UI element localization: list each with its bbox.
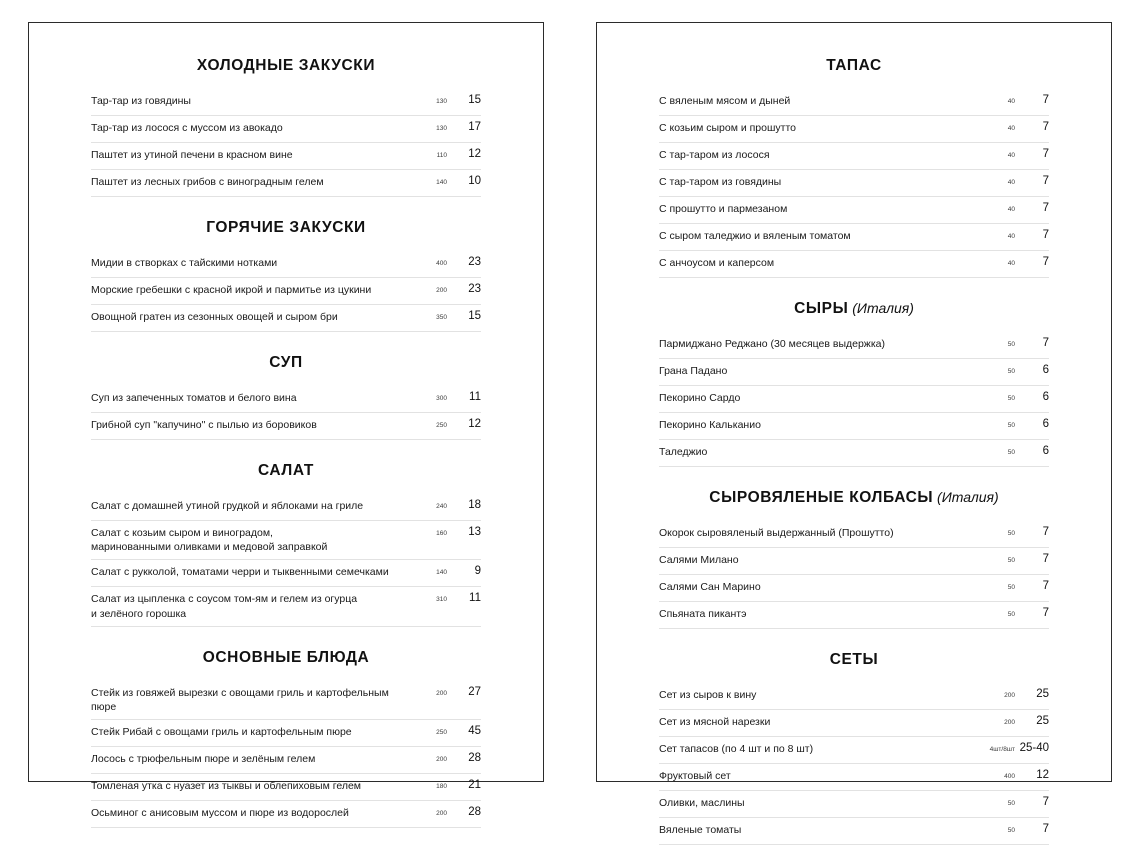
menu-item-weight: 200 — [436, 756, 447, 764]
menu-section-title-text: САЛАТ — [258, 462, 314, 479]
menu-item-weight: 140 — [436, 179, 447, 186]
menu-column-left — [91, 57, 481, 828]
menu-item-price: 6 — [1042, 364, 1049, 376]
menu-item — [659, 332, 1049, 359]
menu-section-title-text: ТАПАС — [826, 57, 882, 74]
menu-item-name: Пармиджано Реджано (30 месяцев выдержка) — [659, 338, 885, 350]
menu-item — [91, 413, 481, 440]
menu-section-title — [91, 649, 481, 667]
menu-item-price: 7 — [1042, 229, 1049, 241]
menu-item — [91, 801, 481, 828]
menu-item — [91, 386, 481, 413]
menu-item-name: С козьим сыром и прошутто — [659, 122, 796, 134]
menu-item — [659, 89, 1049, 116]
menu-section — [659, 300, 1049, 467]
menu-item-weight: 40 — [1007, 125, 1015, 132]
menu-item-price: 7 — [1042, 121, 1049, 133]
menu-item-weight: 40 — [1007, 260, 1015, 267]
menu-item-name: С вяленым мясом и дыней — [659, 95, 791, 107]
menu-section-title — [659, 651, 1049, 669]
menu-item-name: Паштет из лесных грибов с виноградным гелем — [91, 176, 324, 188]
menu-item-list — [659, 332, 1049, 467]
menu-item-price: 7 — [1042, 580, 1049, 592]
menu-item-weight: 400 — [1004, 773, 1015, 780]
menu-item-weight: 200 — [436, 287, 447, 294]
menu-item — [91, 89, 481, 116]
menu-item — [659, 386, 1049, 413]
menu-item — [91, 681, 481, 720]
menu-item-name: Спьяната пикантэ — [659, 608, 747, 620]
menu-item — [659, 116, 1049, 143]
menu-item-name: Суп из запеченных томатов и белого вина — [91, 392, 297, 404]
menu-section-title-text: ОСНОВНЫЕ БЛЮДА — [202, 648, 370, 666]
menu-item-price: 7 — [1042, 256, 1049, 268]
menu-item-name: Морские гребешки с красной икрой и пармитье из цукини — [91, 284, 372, 296]
menu-item — [91, 521, 481, 560]
menu-item — [659, 143, 1049, 170]
menu-item-price: 45 — [468, 725, 481, 738]
menu-item-weight: 50 — [1007, 449, 1015, 456]
menu-item — [659, 575, 1049, 602]
menu-item-name: Сет тапасов (по 4 шт и по 8 шт) — [659, 743, 814, 755]
menu-item-weight: 50 — [1007, 422, 1015, 429]
menu-item-price: 6 — [1042, 418, 1049, 430]
menu-item — [659, 548, 1049, 575]
menu-item-weight: 200 — [1004, 692, 1015, 699]
menu-item-price: 28 — [468, 806, 481, 819]
menu-item-name: Пекорино Кальканио — [659, 419, 761, 431]
menu-item-weight: 250 — [436, 729, 447, 737]
menu-item-list — [659, 683, 1049, 845]
menu-section — [659, 651, 1049, 845]
menu-item-name: Фруктовый сет — [659, 770, 731, 782]
menu-item-weight: 50 — [1007, 800, 1015, 807]
menu-item-weight: 160 — [436, 530, 447, 537]
menu-section — [659, 57, 1049, 278]
menu-item-weight: 40 — [1007, 206, 1015, 213]
menu-item-name: Салат с домашней утиной грудкой и яблоками на гриле — [91, 500, 364, 512]
menu-item-name: Сет из мясной нарезки — [659, 716, 771, 728]
menu-item-name: Осьминог с анисовым муссом и пюре из водорослей — [91, 807, 349, 820]
menu-item-weight: 130 — [436, 125, 447, 132]
menu-item-weight: 110 — [436, 152, 447, 159]
menu-item-name: Грана Падано — [659, 365, 728, 377]
menu-item-weight: 4шт/8шт — [989, 746, 1015, 753]
menu-item-price: 7 — [1042, 337, 1049, 349]
menu-item-weight: 50 — [1007, 557, 1015, 564]
menu-item-price: 6 — [1042, 391, 1049, 403]
menu-section — [91, 57, 481, 197]
menu-item-weight: 130 — [436, 98, 447, 105]
menu-item — [91, 560, 481, 587]
menu-item-weight: 250 — [436, 422, 447, 429]
menu-section-title — [91, 57, 481, 75]
menu-item — [659, 602, 1049, 629]
menu-item — [659, 224, 1049, 251]
menu-item — [91, 587, 481, 626]
menu-section-title — [659, 300, 1049, 318]
menu-item-weight: 50 — [1007, 395, 1015, 402]
menu-item-price: 23 — [468, 256, 481, 268]
menu-item-weight: 40 — [1007, 179, 1015, 186]
menu-item-name: Грибной суп "капучино" с пылью из боровиков — [91, 419, 317, 431]
menu-item-name: Вяленые томаты — [659, 824, 742, 836]
menu-item-weight: 240 — [436, 503, 447, 510]
menu-item-name: Салат из цыпленка с соусом том-ям и гелем из огурца и зелёного горошка — [91, 593, 358, 620]
menu-item-price: 7 — [1042, 148, 1049, 160]
menu-item-price: 7 — [1042, 553, 1049, 565]
menu-item-price: 10 — [468, 175, 481, 187]
menu-section — [659, 489, 1049, 629]
menu-item-weight: 200 — [436, 689, 447, 697]
menu-item-weight: 300 — [436, 395, 447, 402]
menu-item-name: Лосось с трюфельным пюре и зелёным гелем — [91, 753, 316, 766]
menu-item-price: 28 — [468, 752, 481, 765]
menu-item-weight: 40 — [1007, 98, 1015, 105]
menu-item-price: 17 — [468, 121, 481, 133]
menu-item-name: Овощной гратен из сезонных овощей и сыром бри — [91, 311, 338, 323]
menu-item-list — [91, 494, 481, 627]
menu-item-price: 27 — [468, 685, 481, 698]
menu-item-list — [91, 89, 481, 197]
menu-item-name: Салат с козьим сыром и виноградом, маринованными оливками и медовой заправкой — [91, 527, 328, 554]
menu-item-name: Салат с рукколой, томатами черри и тыквенными семечками — [91, 566, 389, 579]
menu-item-price: 7 — [1042, 526, 1049, 538]
menu-item-weight: 310 — [436, 596, 447, 604]
menu-item-weight: 50 — [1007, 530, 1015, 537]
menu-section — [91, 649, 481, 828]
menu-item-name: Салями Милано — [659, 554, 739, 566]
menu-item-price: 9 — [474, 565, 481, 578]
menu-item — [659, 818, 1049, 845]
menu-item — [659, 197, 1049, 224]
menu-column-right — [659, 57, 1049, 845]
menu-item-price: 7 — [1042, 202, 1049, 214]
menu-section-title — [91, 219, 481, 237]
menu-item-weight: 50 — [1007, 611, 1015, 618]
menu-section — [91, 354, 481, 440]
menu-section-title-text: ХОЛОДНЫЕ ЗАКУСКИ — [196, 57, 376, 74]
menu-item-price: 12 — [468, 148, 481, 160]
menu-item-weight: 200 — [1004, 719, 1015, 726]
menu-section-title-text: СЕТЫ — [829, 651, 879, 668]
menu-item-name: Оливки, маслины — [659, 797, 745, 809]
menu-item-price: 12 — [468, 418, 481, 430]
menu-item-price: 25 — [1036, 688, 1049, 700]
menu-item — [91, 774, 481, 801]
menu-item-name: Таледжио — [659, 446, 708, 458]
menu-item — [91, 720, 481, 747]
menu-section-title-text: СЫРЫ — [794, 300, 849, 317]
menu-item-price: 7 — [1042, 796, 1049, 808]
menu-item-weight: 50 — [1007, 827, 1015, 834]
menu-item-weight: 350 — [436, 314, 447, 321]
menu-item-weight: 40 — [1007, 152, 1015, 159]
menu-item-weight: 200 — [436, 810, 447, 818]
menu-item — [659, 710, 1049, 737]
menu-item — [91, 305, 481, 332]
menu-item — [91, 494, 481, 521]
menu-item-weight: 50 — [1007, 584, 1015, 591]
menu-item — [91, 747, 481, 774]
menu-item-name: Окорок сыровяленый выдержанный (Прошутто) — [659, 527, 894, 539]
menu-item-name: С анчоусом и каперсом — [659, 257, 775, 269]
menu-item-name: Тар-тар из лосося с муссом из авокадо — [91, 122, 283, 134]
menu-item-price: 18 — [468, 499, 481, 511]
menu-item — [659, 521, 1049, 548]
menu-item — [659, 251, 1049, 278]
menu-item-name: Стейк Рибай с овощами гриль и картофельным пюре — [91, 726, 352, 739]
menu-item-name: С тар-таром из говядины — [659, 176, 782, 188]
menu-item — [91, 278, 481, 305]
menu-item-weight: 50 — [1007, 341, 1015, 348]
menu-item-name: Салями Сан Марино — [659, 581, 761, 593]
menu-item-price: 12 — [1036, 769, 1049, 781]
menu-section — [91, 462, 481, 627]
menu-item — [659, 170, 1049, 197]
menu-item-price: 25 — [1036, 715, 1049, 727]
menu-item-price: 7 — [1042, 823, 1049, 835]
menu-item-price: 11 — [469, 592, 481, 605]
menu-item-name: Тар-тар из говядины — [91, 95, 191, 107]
menu-item-list — [91, 681, 481, 828]
menu-item-weight: 50 — [1007, 368, 1015, 375]
menu-item-name: Томленая утка с нуазет из тыквы и облепиховым гелем — [91, 780, 362, 793]
menu-section-title — [91, 462, 481, 480]
menu-item-price: 21 — [468, 779, 481, 792]
menu-item — [659, 683, 1049, 710]
menu-item-price: 23 — [468, 283, 481, 295]
menu-item-weight: 400 — [436, 260, 447, 267]
menu-item-name: С тар-таром из лосося — [659, 149, 770, 161]
menu-item-name: Мидии в створках с тайскими нотками — [91, 257, 278, 269]
menu-item-weight: 180 — [436, 783, 447, 791]
menu-item-price: 7 — [1042, 607, 1049, 619]
menu-section-title — [91, 354, 481, 372]
menu-item — [91, 116, 481, 143]
menu-section-title — [659, 489, 1049, 507]
menu-item — [91, 170, 481, 197]
menu-item-list — [91, 251, 481, 332]
menu-item-name: С сыром таледжио и вяленым томатом — [659, 230, 851, 242]
menu-section-title-text: СЫРОВЯЛЕНЫЕ КОЛБАСЫ — [709, 489, 934, 506]
menu-section-title-text: СУП — [269, 354, 303, 371]
menu-item — [659, 737, 1049, 764]
menu-section — [91, 219, 481, 332]
menu-section-title-note: (Италия) — [848, 300, 914, 316]
menu-item-price: 15 — [468, 310, 481, 322]
menu-section-title — [659, 57, 1049, 75]
menu-item-price: 15 — [468, 94, 481, 106]
menu-section-title-text: ГОРЯЧИЕ ЗАКУСКИ — [206, 219, 366, 236]
menu-item-name: Сет из сыров к вину — [659, 689, 757, 701]
menu-item-weight: 140 — [436, 569, 447, 577]
menu-item-price: 25-40 — [1019, 742, 1049, 754]
menu-section-title-note: (Италия) — [933, 489, 999, 505]
menu-item-price: 13 — [468, 526, 481, 538]
menu-item-weight: 40 — [1007, 233, 1015, 240]
menu-item-list — [659, 89, 1049, 278]
menu-item-list — [659, 521, 1049, 629]
menu-item — [91, 251, 481, 278]
menu-item-name: С прошутто и пармезаном — [659, 203, 788, 215]
menu-sheet-right — [596, 22, 1112, 836]
menu-item-name: Пекорино Сардо — [659, 392, 741, 404]
menu-item — [659, 413, 1049, 440]
menu-item-price: 7 — [1042, 94, 1049, 106]
menu-item-name: Паштет из утиной печени в красном вине — [91, 149, 293, 161]
menu-item-price: 7 — [1042, 175, 1049, 187]
menu-item-name: Стейк из говяжей вырезки с овощами гриль и картофельным пюре — [91, 686, 389, 713]
menu-item — [91, 143, 481, 170]
menu-item-price: 6 — [1042, 445, 1049, 457]
menu-item — [659, 440, 1049, 467]
menu-sheet-left — [28, 22, 544, 820]
menu-item — [659, 764, 1049, 791]
menu-item-list — [91, 386, 481, 440]
menu-item-price: 11 — [469, 391, 481, 403]
menu-item — [659, 359, 1049, 386]
